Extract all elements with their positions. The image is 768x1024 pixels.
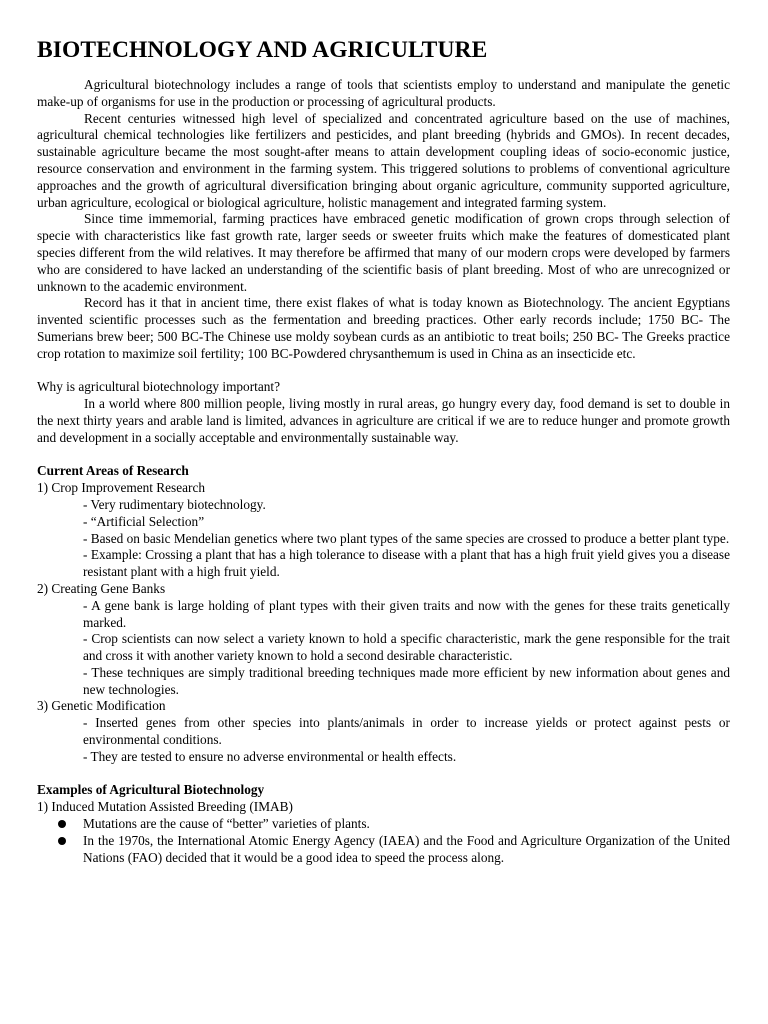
research-area-title: 1) Crop Improvement Research: [37, 480, 206, 496]
research-point: - A gene bank is large holding of plant types with their given traits and now with the genes for these traits genetically marked.: [83, 597, 730, 630]
list-item: [37, 833, 730, 867]
research-point: - Example: Crossing a plant that has a high tolerance to disease with a plant that has a high fruit yield gives you a disease resistant plant with a high fruit yield.: [83, 547, 730, 580]
research-point: - These techniques are simply traditional breeding techniques made more efficient by new information about genes and new technologies.: [83, 664, 730, 697]
spacer: [37, 447, 730, 464]
why-answer: In a world where 800 million people, living mostly in rural areas, go hungry every day, food demand is set to double in the next thirty years and arable land is limited, advances in agriculture are critical if we are to reduce hunger and promote growth and development in a socially acceptable and environmentally sustainable way.: [37, 396, 730, 445]
example-bullet-list: [37, 816, 730, 866]
bullet-text: In the 1970s, the International Atomic Energy Agency (IAEA) and the Food and Agriculture Organization of the United Nations (FAO) decided that it would be a good idea to speed the process along.: [83, 832, 730, 865]
document-title: BIOTECHNOLOGY AND AGRICULTURE: [37, 37, 488, 63]
example-item-title: 1) Induced Mutation Assisted Breeding (IMAB): [37, 799, 293, 815]
research-point: - Based on basic Mendelian genetics where two plant types of the same species are crossed to produce a better plant type.: [83, 530, 730, 546]
list-item: [37, 816, 730, 833]
bullet-icon: [58, 837, 66, 845]
research-point: - Crop scientists can now select a variety known to hold a specific characteristic, mark the gene responsible for the trait and cross it with another variety known to hold a second desirable characteristic.: [83, 631, 730, 664]
research-point: - “Artificial Selection”: [83, 513, 205, 529]
intro-paragraph-1: Agricultural biotechnology includes a range of tools that scientists employ to understand and manipulate the genetic make-up of organisms for use in the production or processing of agricultural products.: [37, 77, 730, 109]
bullet-icon: [58, 820, 66, 828]
bullet-text: Mutations are the cause of “better” varieties of plants.: [83, 816, 370, 832]
research-heading: Current Areas of Research: [37, 463, 189, 479]
research-area-title: 3) Genetic Modification: [37, 698, 166, 714]
why-question: Why is agricultural biotechnology important?: [37, 379, 280, 395]
research-area-title: 2) Creating Gene Banks: [37, 580, 166, 596]
research-point: - They are tested to ensure no adverse environmental or health effects.: [83, 748, 457, 764]
examples-heading: Examples of Agricultural Biotechnology: [37, 782, 265, 798]
research-point: - Inserted genes from other species into plants/animals in order to increase yields or protect against pests or environmental conditions.: [83, 715, 730, 748]
research-point: - Very rudimentary biotechnology.: [83, 496, 266, 512]
intro-paragraph-4: Record has it that in ancient time, there exist flakes of what is today known as Biotechnology. The ancient Egyptians invented scientific processes such as the fermentation and breeding practices. Other early records include; 1750 BC- The Sumerians brew beer; 500 BC-The Chinese use moldy soybean curds as an antibiotic to treat boils; 250 BC- The Greeks practice crop rotation to maximize soil fertility; 100 BC-Powdered chrysanthemum is used in China as an insecticide etc.: [37, 295, 730, 361]
intro-paragraph-2: Recent centuries witnessed high level of specialized and concentrated agriculture based on the use of machines, agricultural chemical technologies like fertilizers and pesticides, and plant breeding (hybrids and GMOs). In recent decades, sustainable agriculture became the most sought-after means to attain development coupling ideas of socio-economic justice, resource conservation and environment in the farming system. This triggered solutions to problems of conventional agriculture approaches and the growth of agricultural diversification bringing about organic agriculture, community supported agriculture, urban agriculture, ecological or biological agriculture, holistic management and integrated farming system.: [37, 110, 730, 210]
intro-paragraph-3: Since time immemorial, farming practices have embraced genetic modification of grown crops through selection of specie with characteristics like fast growth rate, larger seeds or sweeter fruits which make the features of domesticated plant species different from the wild relatives. It may therefore be affirmed that many of our modern crops were developed by farmers who are considered to have lacked an understanding of the scientific basis of plant breeding. Most of who are unrecognized or unknown to the academic environment.: [37, 211, 730, 294]
spacer: [37, 766, 730, 783]
spacer: [37, 363, 730, 380]
